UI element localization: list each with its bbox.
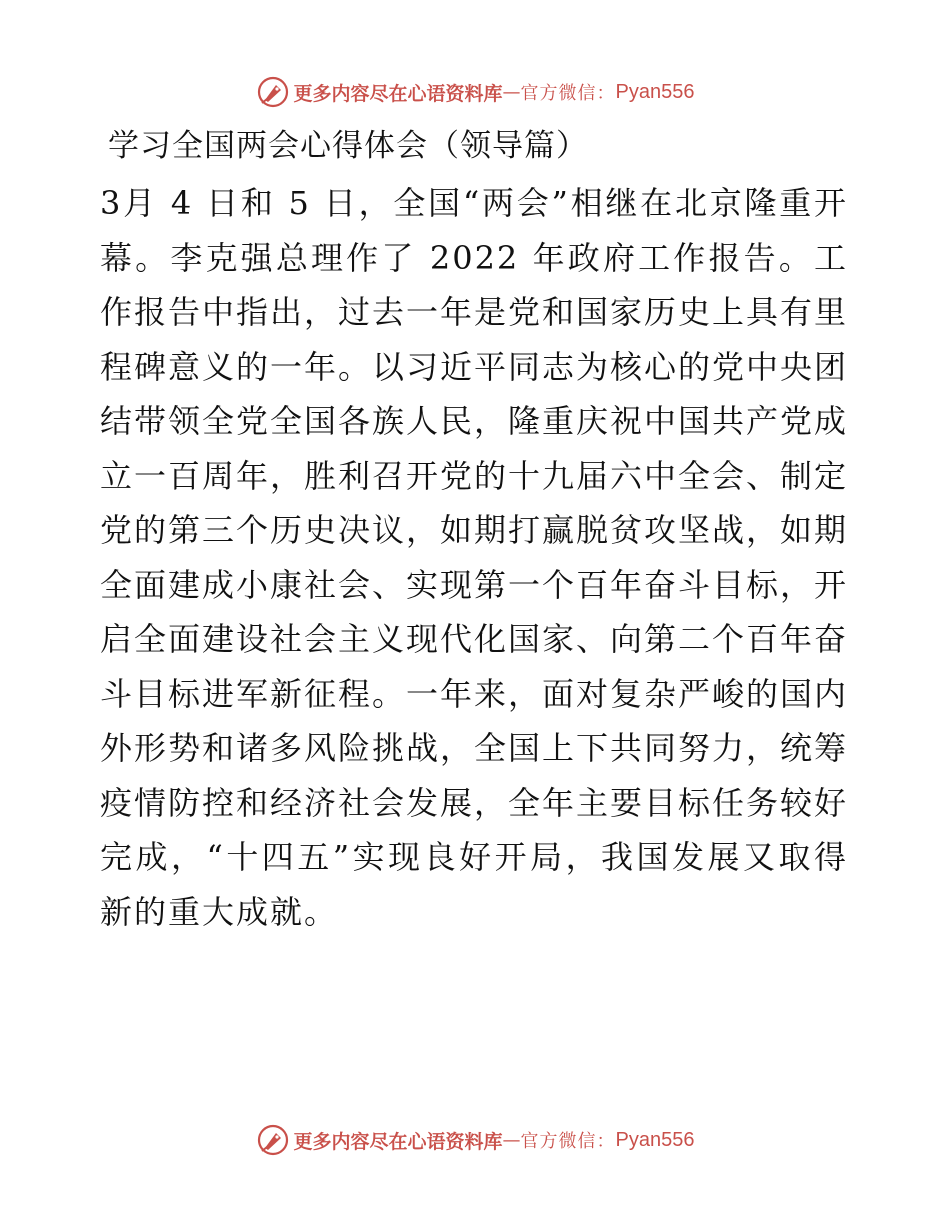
banner-text: 更多内容尽在心语资料库 xyxy=(293,1130,503,1153)
document-title: 学习全国两会心得体会（领导篇） xyxy=(108,128,588,164)
header-banner xyxy=(0,72,950,112)
banner-dash: — xyxy=(502,81,521,103)
banner-wechat-label: 官方微信： xyxy=(520,83,616,104)
banner-wechat-id: Pyan556 xyxy=(615,1128,695,1151)
banner-text: 更多内容尽在心语资料库 xyxy=(293,82,503,105)
document-body-paragraph: 3月 4 日和 5 日，全国“两会”相继在北京隆重开幕。李克强总理作了 2022 年政府工作报告。工作报告中指出，过去一年是党和国家历史上具有里程碑意义的一年。以习近平同志为核心的党中央团结带领全党全国各族人民，隆重庆祝中国共产党成立一百周年，胜利召开党的十九届六中全会、制定党的第三个历史决议，如期打赢脱贫攻坚战，如期全面建成小康社会、实现第一个百年奋斗目标，开启全面建设社会主义现代化国家、向第二个百年奋斗目标进军新征程。一年来，面对复杂严峻的国内外形势和诸多风险挑战，全国上下共同努力，统筹疫情防控和经济社会发展，全年主要目标任务较好完成，“十四五”实现良好开局，我国发展又取得新的重大成就。 xyxy=(100,184,849,931)
pen-nib-logo-icon xyxy=(256,1123,290,1157)
banner-dash: — xyxy=(502,1129,521,1151)
banner-wechat-label: 官方微信： xyxy=(520,1131,616,1152)
footer-banner xyxy=(0,1120,950,1160)
banner-wechat-id: Pyan556 xyxy=(615,80,695,103)
pen-nib-logo-icon xyxy=(256,75,290,109)
